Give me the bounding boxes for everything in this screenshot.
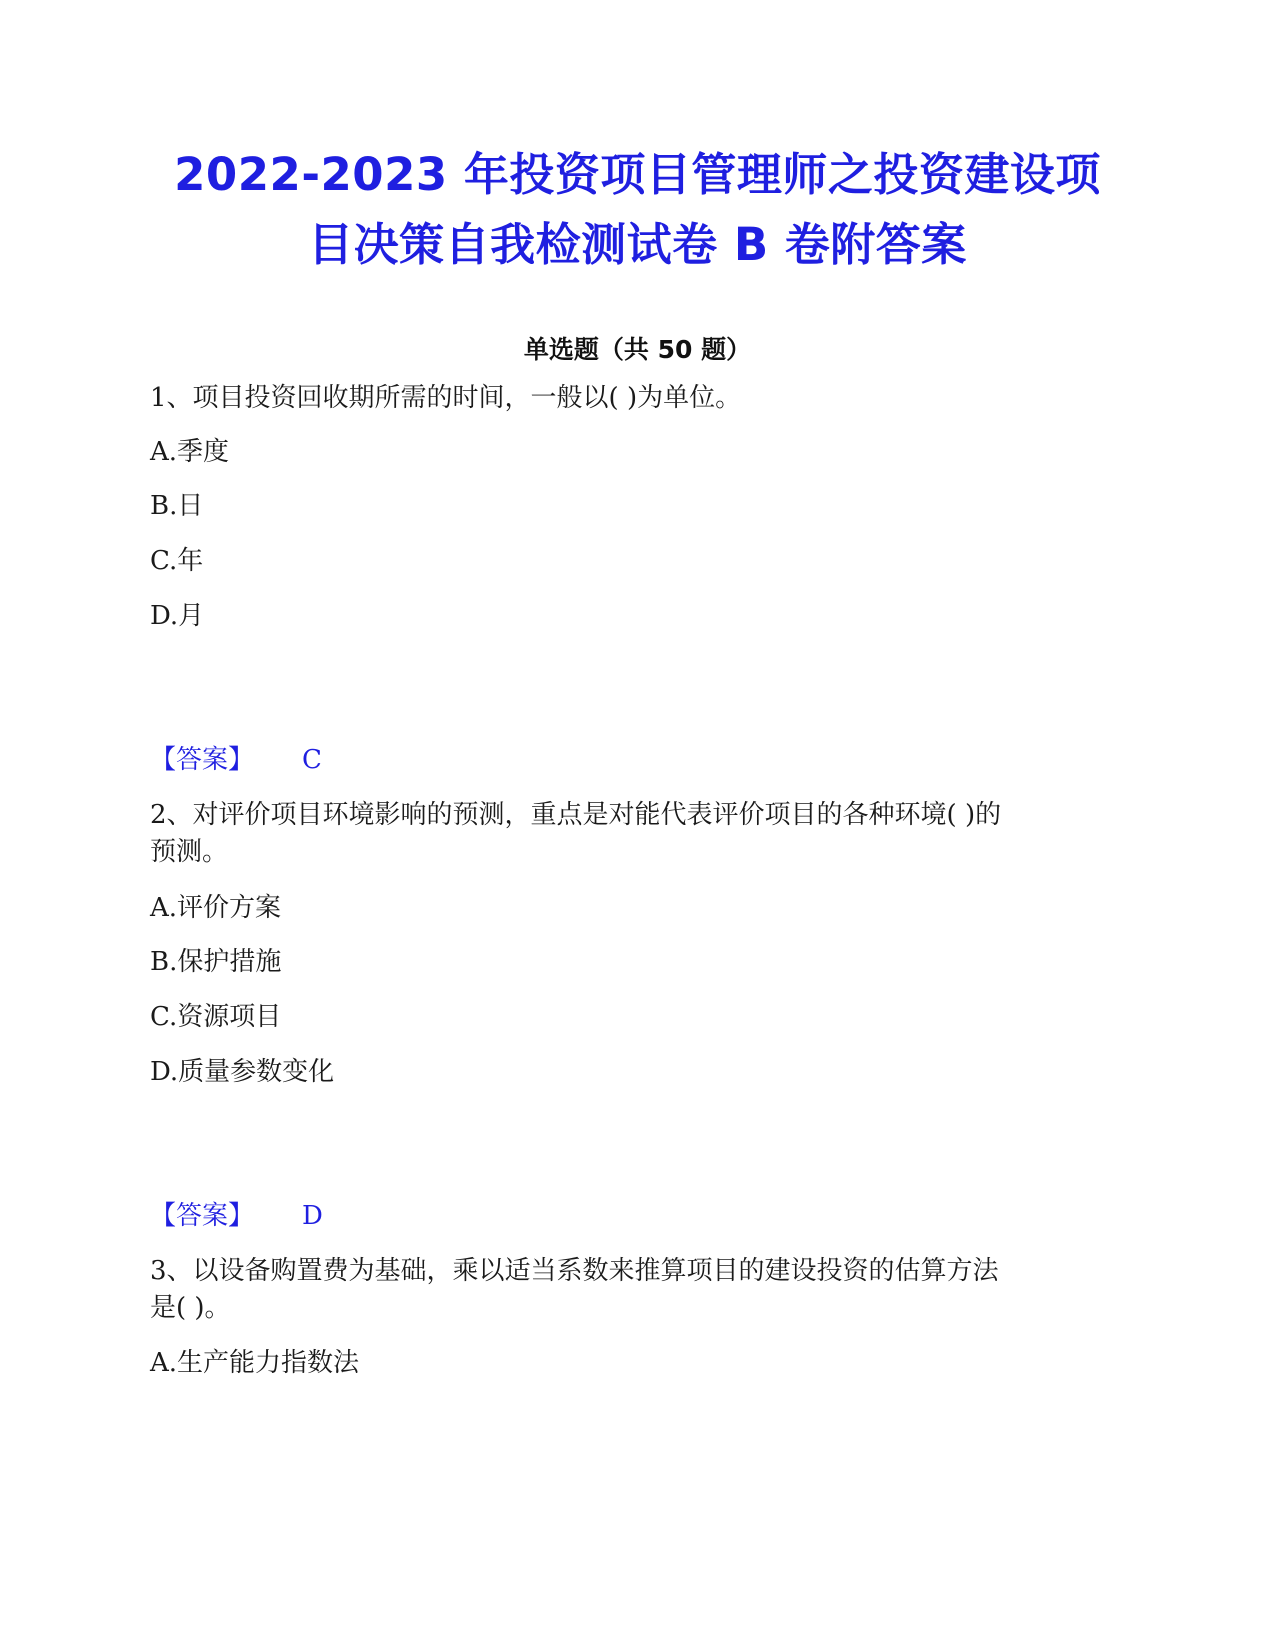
question-3-stem-line-1: 3、以设备购置费为基础，乘以适当系数来推算项目的建设投资的估算方法 [150, 1256, 999, 1286]
question-1-option-c: C.年 [150, 546, 204, 576]
answer-value: D [302, 1201, 323, 1231]
question-2-option-c: C.资源项目 [150, 1002, 282, 1032]
question-2-option-a: A.评价方案 [150, 893, 282, 923]
question-1-option-d: D.月 [150, 601, 205, 631]
question-1-option-a: A.季度 [150, 437, 230, 467]
question-2-option-d: D.质量参数变化 [150, 1057, 335, 1087]
question-3-stem-line-2: 是( )。 [150, 1293, 231, 1323]
question-1-stem: 1、项目投资回收期所需的时间，一般以( )为单位。 [150, 383, 742, 413]
question-2-stem-line-1: 2、对评价项目环境影响的预测，重点是对能代表评价项目的各种环境( )的 [150, 800, 1002, 830]
title-line-2: 目决策自我检测试卷 B 卷附答案 [308, 218, 967, 271]
question-2-answer [150, 1196, 1130, 1236]
question-2-option-b: B.保护措施 [150, 947, 282, 977]
question-1-answer [150, 740, 1130, 780]
document-title [120, 140, 1155, 280]
section-heading: 单选题（共 50 题） [523, 335, 752, 364]
answer-label: 【答案】 [150, 745, 255, 775]
title-line-1: 2022-2023 年投资项目管理师之投资建设项 [174, 148, 1101, 201]
question-1-option-b: B.日 [150, 491, 204, 521]
question-3-option-a: A.生产能力指数法 [150, 1348, 360, 1378]
answer-label: 【答案】 [150, 1201, 255, 1231]
answer-value: C [302, 745, 322, 775]
question-2-stem-line-2: 预测。 [150, 837, 229, 867]
